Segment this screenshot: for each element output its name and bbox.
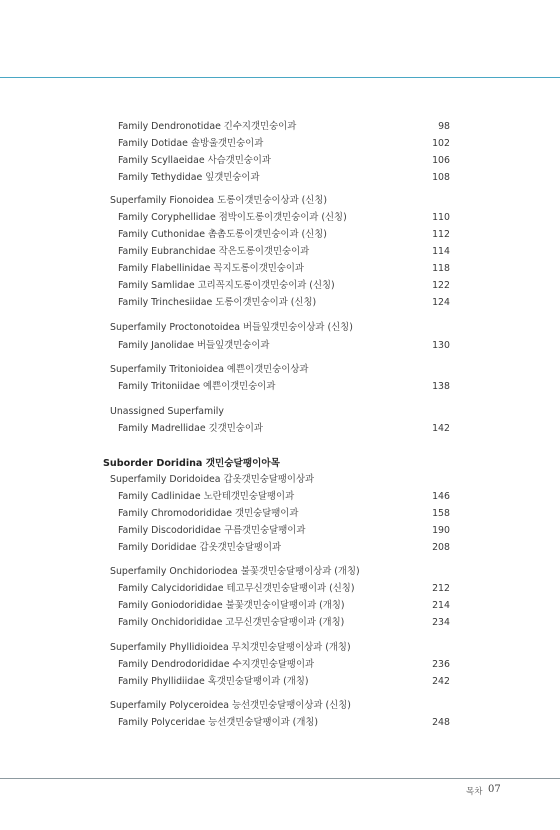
toc-entry[interactable] (118, 278, 450, 294)
entry-page: 118 (432, 263, 450, 274)
footer-rule (0, 778, 560, 779)
entry-title: Family Calycidorididae 테고무신갯민숭달팽이과 (신칭) (118, 583, 355, 594)
toc-superfamily-heading[interactable] (110, 320, 450, 336)
toc-entry[interactable] (118, 581, 450, 597)
entry-page: 146 (432, 491, 450, 502)
entry-page: 130 (432, 340, 450, 351)
toc-entry[interactable] (118, 421, 450, 437)
toc-superfamily-heading[interactable] (110, 472, 450, 488)
toc-entry[interactable] (118, 523, 450, 539)
entry-title: Family Chromodorididae 갯민숭달팽이과 (118, 508, 299, 519)
entry-page: 234 (432, 617, 450, 628)
entry-title: Family Dotidae 솔방울갯민숭이과 (118, 138, 264, 149)
entry-page: 114 (432, 246, 450, 257)
entry-page: 142 (432, 423, 450, 434)
entry-page: 112 (432, 229, 450, 240)
toc-entry[interactable] (118, 136, 450, 152)
entry-page: 122 (432, 280, 450, 291)
entry-page: 110 (432, 212, 450, 223)
toc-entry[interactable] (118, 338, 450, 354)
toc-entry[interactable] (118, 379, 450, 395)
toc-entry[interactable] (118, 227, 450, 243)
superfamily-title: Superfamily Proctonotoidea 버들잎갯민숭이상과 (신칭) (110, 322, 353, 333)
superfamily-title: Superfamily Onchidoriodea 불꽃갯민숭달팽이상과 (개칭) (110, 566, 360, 577)
toc-entry[interactable] (118, 153, 450, 169)
entry-title: Family Coryphellidae 점박이도롱이갯민숭이과 (신칭) (118, 212, 347, 223)
entry-page: 214 (432, 600, 450, 611)
entry-page: 248 (432, 717, 450, 728)
toc-entry[interactable] (118, 674, 450, 690)
entry-page: 106 (432, 155, 450, 166)
toc-entry[interactable] (118, 715, 450, 731)
entry-title: Family Trinchesiidae 도롱이갯민숭이과 (신칭) (118, 297, 317, 308)
toc-suborder-heading[interactable] (103, 456, 450, 472)
entry-title: Family Janolidae 버들잎갯민숭이과 (118, 340, 270, 351)
toc-entry[interactable] (118, 506, 450, 522)
toc-entry[interactable] (118, 540, 450, 556)
entry-title: Family Phyllidiidae 혹갯민숭달팽이과 (개칭) (118, 676, 309, 687)
entry-title: Family Polyceridae 능선갯민숭달팽이과 (개칭) (118, 717, 319, 728)
entry-title: Family Onchidorididae 고무신갯민숭달팽이과 (개칭) (118, 617, 345, 628)
entry-title: Family Eubranchidae 작은도롱이갯민숭이과 (118, 246, 310, 257)
entry-page: 208 (432, 542, 450, 553)
entry-title: Family Flabellinidae 꼭지도롱이갯민숭이과 (118, 263, 304, 274)
entry-page: 138 (432, 381, 450, 392)
entry-title: Family Dendronotidae 긴수지갯민숭이과 (118, 121, 297, 132)
entry-title: Family Tritoniidae 예쁜이갯민숭이과 (118, 381, 276, 392)
entry-page: 158 (432, 508, 450, 519)
entry-title: Family Dendrodorididae 수지갯민숭달팽이과 (118, 659, 315, 670)
suborder-title: Suborder Doridina 갯민숭달팽이아목 (103, 458, 280, 469)
toc-entry[interactable] (118, 210, 450, 226)
toc-superfamily-heading[interactable] (110, 193, 450, 209)
superfamily-title: Superfamily Phyllidioidea 무치갯민숭달팽이상과 (개칭) (110, 642, 351, 653)
toc-entry[interactable] (118, 170, 450, 186)
entry-title: Family Cuthonidae 촘촘도롱이갯민숭이과 (신칭) (118, 229, 327, 240)
toc-superfamily-heading[interactable] (110, 404, 450, 420)
entry-page: 236 (432, 659, 450, 670)
entry-page: 124 (432, 297, 450, 308)
toc-superfamily-heading[interactable] (110, 564, 450, 580)
toc-entry[interactable] (118, 489, 450, 505)
entry-title: Family Samlidae 고리꼭지도롱이갯민숭이과 (신칭) (118, 280, 335, 291)
entry-title: Family Madrellidae 깃갯민숭이과 (118, 423, 263, 434)
entry-page: 102 (432, 138, 450, 149)
toc-superfamily-heading[interactable] (110, 640, 450, 656)
entry-page: 242 (432, 676, 450, 687)
toc-entry[interactable] (118, 657, 450, 673)
toc-superfamily-heading[interactable] (110, 362, 450, 378)
footer-section-label: 목차 (466, 787, 483, 797)
superfamily-title: Unassigned Superfamily (110, 406, 224, 417)
superfamily-title: Superfamily Polyceroidea 능선갯민숭달팽이상과 (신칭) (110, 700, 351, 711)
entry-page: 108 (432, 172, 450, 183)
superfamily-title: Superfamily Fionoidea 도롱이갯민숭이상과 (신칭) (110, 195, 328, 206)
toc-superfamily-heading[interactable] (110, 698, 450, 714)
entry-page: 190 (432, 525, 450, 536)
toc-entry[interactable] (118, 615, 450, 631)
entry-title: Family Goniodorididae 불꽃갯민숭이달팽이과 (개칭) (118, 600, 345, 611)
entry-page: 98 (438, 121, 450, 132)
toc-entry[interactable] (118, 119, 450, 135)
footer-page-number: 07 (488, 784, 501, 795)
superfamily-title: Superfamily Tritonioidea 예쁜이갯민숭이상과 (110, 364, 309, 375)
entry-title: Family Tethydidae 잎갯민숭이과 (118, 172, 260, 183)
entry-title: Family Dorididae 갑옷갯민숭달팽이과 (118, 542, 282, 553)
toc-entry[interactable] (118, 295, 450, 311)
toc-entry[interactable] (118, 598, 450, 614)
entry-title: Family Scyllaeidae 사슴갯민숭이과 (118, 155, 271, 166)
entry-title: Family Discodorididae 구름갯민숭달팽이과 (118, 525, 306, 536)
toc-entry[interactable] (118, 261, 450, 277)
superfamily-title: Superfamily Doridoidea 갑옷갯민숭달팽이상과 (110, 474, 315, 485)
toc-entry[interactable] (118, 244, 450, 260)
entry-page: 212 (432, 583, 450, 594)
entry-title: Family Cadlinidae 노란테갯민숭달팽이과 (118, 491, 295, 502)
